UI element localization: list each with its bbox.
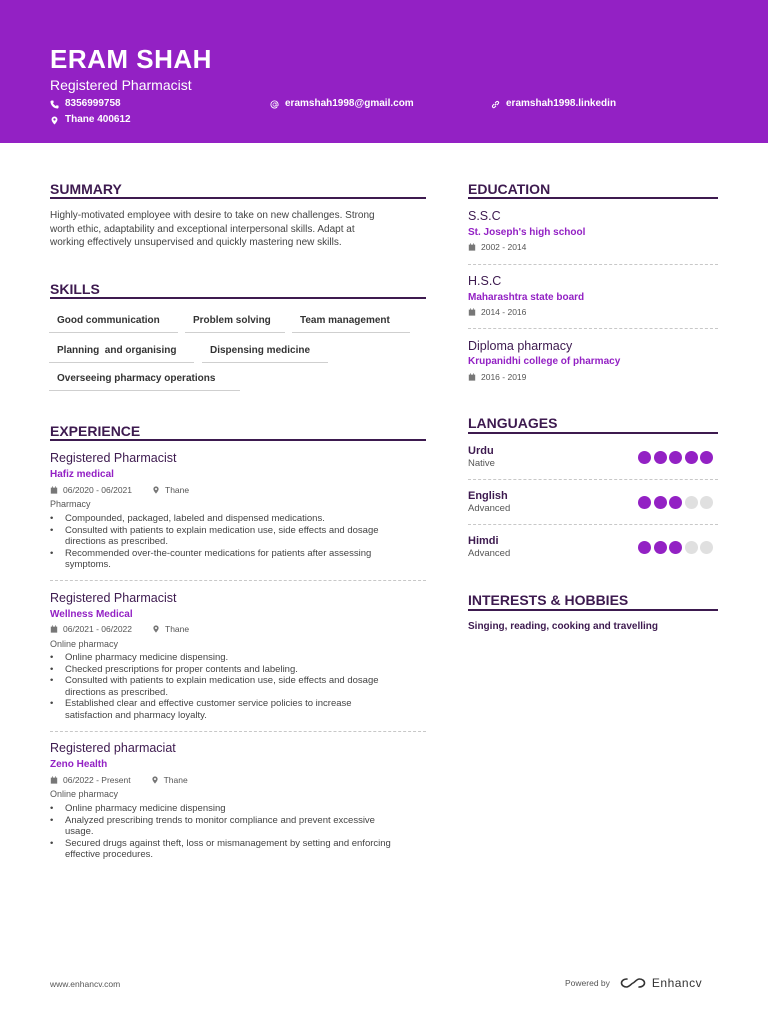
calendar-icon	[468, 308, 476, 316]
link-icon	[491, 100, 500, 109]
skill-tag: Team management	[292, 315, 410, 333]
location-pin-icon	[152, 625, 160, 633]
calendar-icon	[468, 243, 476, 251]
skill-tag: Good communication	[49, 315, 178, 333]
bullet-item: • Online pharmacy medicine dispensing	[50, 803, 435, 815]
job-bullets	[50, 513, 435, 571]
education-separator	[468, 264, 718, 265]
bullet-item: • Recommended over-the-counter medications for patients after assessing symptoms.	[50, 548, 435, 571]
job-title: Registered pharmaciat	[50, 741, 176, 755]
calendar-icon	[468, 373, 476, 381]
job-dates: 06/2020 - 06/2021	[63, 485, 133, 495]
rating-dot-empty	[700, 496, 713, 509]
interests-text: Singing, reading, cooking and travelling	[468, 621, 659, 632]
rating-dot-filled	[685, 451, 698, 464]
job-title: Registered Pharmacist	[50, 451, 177, 465]
job-location: Thane	[163, 775, 188, 785]
experience-heading: EXPERIENCE	[50, 423, 141, 439]
enhancv-logo[interactable]	[620, 976, 702, 990]
language-separator	[468, 479, 718, 480]
summary-divider	[50, 197, 426, 199]
rating-dot-filled	[669, 451, 682, 464]
job-dates: 06/2021 - 06/2022	[63, 624, 133, 634]
job-type: Online pharmacy	[50, 639, 119, 649]
skills-heading: SKILLS	[50, 281, 100, 297]
brand-name: Enhancv	[651, 976, 703, 990]
bullet-item: • Checked prescriptions for proper contents and labeling.	[50, 664, 435, 676]
summary-text	[50, 209, 430, 250]
bullet-item: • Consulted with patients to explain medication use, side effects and dosage directions as prescribed.	[50, 675, 435, 698]
at-icon	[270, 100, 279, 109]
powered-by	[565, 976, 702, 990]
interests-divider	[468, 609, 718, 611]
rating-dot-filled	[638, 451, 651, 464]
degree-title: H.S.C	[468, 274, 502, 288]
bullet-item: • Online pharmacy medicine dispensing.	[50, 652, 435, 664]
company-name: Hafiz medical	[50, 469, 114, 480]
language-name: Himdi	[468, 535, 499, 547]
location-pin-icon	[151, 776, 159, 784]
infinity-logo-icon	[620, 977, 646, 989]
school-name: Maharashtra state board	[468, 292, 585, 303]
phone-number: 8356999758	[65, 98, 121, 109]
bullet-item: • Consulted with patients to explain medication use, side effects and dosage directions as prescribed.	[50, 525, 435, 548]
language-name: Urdu	[468, 445, 494, 457]
summary-line: Highly-motivated employee with desire to take on new challenges. Strong	[50, 210, 375, 221]
languages-heading: LANGUAGES	[468, 415, 558, 431]
language-level: Advanced	[468, 503, 511, 514]
summary-line: worth ethic, adaptability and exceptional interpersonal skills. Adapt at	[50, 223, 355, 235]
rating-dot-filled	[638, 496, 651, 509]
bullet-item: • Analyzed prescribing trends to monitor compliance and prevent excessive usage.	[50, 815, 435, 838]
rating-dot-filled	[654, 496, 667, 509]
summary-line: working effectively unsupervised and quickly mastering new skills.	[50, 237, 342, 248]
skill-tag: Planning and organising	[49, 345, 194, 363]
job-meta	[50, 485, 189, 495]
date-range: 2016 - 2019	[481, 372, 527, 382]
education-dates	[468, 372, 526, 382]
education-separator	[468, 328, 718, 329]
email-contact[interactable]	[270, 98, 414, 110]
job-dates: 06/2022 - Present	[63, 775, 131, 785]
location-text: Thane 400612	[65, 114, 131, 125]
powered-by-label: Powered by	[565, 978, 610, 988]
job-meta	[50, 624, 189, 634]
location-pin-icon	[152, 486, 160, 494]
calendar-icon	[50, 776, 58, 784]
linkedin-contact[interactable]	[491, 98, 616, 110]
skill-tag: Problem solving	[185, 315, 285, 333]
job-location: Thane	[165, 624, 190, 634]
company-name: Wellness Medical	[50, 609, 133, 620]
candidate-title: Registered Pharmacist	[50, 77, 192, 93]
skill-tag: Dispensing medicine	[202, 345, 328, 363]
company-name: Zeno Health	[50, 759, 108, 770]
rating-dot-empty	[685, 541, 698, 554]
language-rating	[638, 496, 713, 509]
school-name: Krupanidhi college of pharmacy	[468, 356, 621, 367]
language-level: Native	[468, 458, 495, 469]
education-dates	[468, 307, 526, 317]
job-meta	[50, 775, 188, 785]
language-separator	[468, 524, 718, 525]
degree-title: S.S.C	[468, 209, 501, 223]
job-location: Thane	[165, 485, 190, 495]
date-range: 2014 - 2016	[481, 307, 527, 317]
skills-divider	[50, 297, 426, 299]
website-link[interactable]: www.enhancv.com	[50, 979, 121, 989]
language-rating	[638, 451, 713, 464]
job-title: Registered Pharmacist	[50, 591, 177, 605]
language-name: English	[468, 490, 508, 502]
calendar-icon	[50, 625, 58, 633]
linkedin-handle: eramshah1998.linkedin	[506, 98, 617, 109]
location-pin-icon	[50, 116, 59, 125]
candidate-name: ERAM SHAH	[50, 44, 212, 74]
rating-dot-filled	[669, 496, 682, 509]
rating-dot-filled	[654, 541, 667, 554]
education-divider	[468, 197, 718, 199]
skill-tag: Overseeing pharmacy operations	[49, 373, 240, 391]
job-separator	[50, 580, 426, 581]
date-range: 2002 - 2014	[481, 242, 527, 252]
rating-dot-filled	[700, 451, 713, 464]
summary-heading: SUMMARY	[50, 181, 122, 197]
job-type: Pharmacy	[50, 499, 91, 509]
job-bullets	[50, 803, 435, 861]
calendar-icon	[50, 486, 58, 494]
job-bullets	[50, 652, 435, 721]
resume-header	[0, 0, 768, 143]
language-level: Advanced	[468, 548, 511, 559]
education-heading: EDUCATION	[468, 181, 551, 197]
bullet-item: • Secured drugs against theft, loss or mismanagement by setting and enforcing effective procedures.	[50, 838, 435, 861]
location-contact	[50, 114, 131, 126]
experience-divider	[50, 439, 426, 441]
degree-title: Diploma pharmacy	[468, 339, 573, 353]
interests-heading: INTERESTS & HOBBIES	[468, 592, 629, 608]
rating-dot-filled	[638, 541, 651, 554]
phone-contact[interactable]	[50, 98, 121, 110]
language-rating	[638, 541, 713, 554]
rating-dot-filled	[654, 451, 667, 464]
email-address: eramshah1998@gmail.com	[285, 98, 414, 109]
school-name: St. Joseph's high school	[468, 227, 586, 238]
rating-dot-empty	[685, 496, 698, 509]
phone-icon	[50, 100, 59, 109]
rating-dot-filled	[669, 541, 682, 554]
bullet-item: • Compounded, packaged, labeled and dispensed medications.	[50, 513, 435, 525]
rating-dot-empty	[700, 541, 713, 554]
job-type: Online pharmacy	[50, 789, 119, 799]
languages-divider	[468, 432, 718, 434]
bullet-item: • Established clear and effective customer service policies to increase satisfaction and pharmacy loyalty.	[50, 698, 435, 721]
education-dates	[468, 242, 526, 252]
job-separator	[50, 731, 426, 732]
